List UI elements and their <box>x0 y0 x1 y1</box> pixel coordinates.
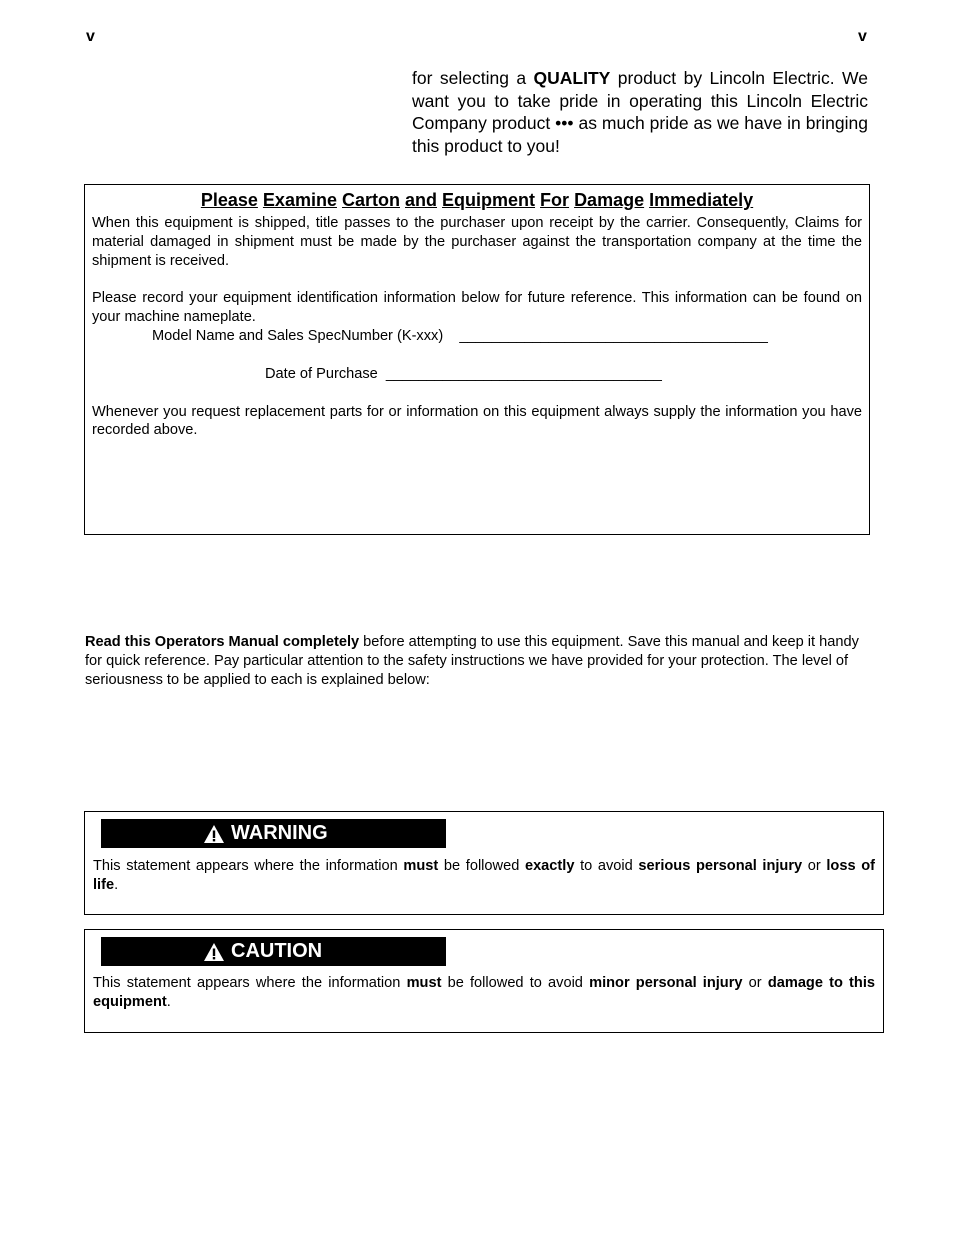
replacement-parts-paragraph: Whenever you request replacement parts for or information on this equipment always supply the information you have recorded above. <box>92 403 862 439</box>
caution-box <box>84 929 884 1033</box>
read-manual-text: before attempting to use this equipment. Save this manual and keep it handy for quick reference. Pay particular attention to the safety instructions we have provided for your protection. The level of seriousness to be applied to each is explained below: <box>85 634 859 688</box>
warning-bold-part: loss of life <box>93 858 875 893</box>
warning-text <box>93 857 875 895</box>
title-word: Damage <box>574 190 645 210</box>
title-word: Please <box>200 190 258 210</box>
title-word: Immediately <box>649 190 754 210</box>
caution-banner <box>101 937 446 966</box>
intro-text-rest: product by Lincoln Electric. We want you to take pride in operating this Lincoln Electric Company product ••• as much pride as we have in bringing this product to you! <box>412 68 868 156</box>
caution-triangle-icon <box>203 942 225 962</box>
warning-text-part: This statement appears where the information <box>93 858 404 874</box>
date-of-purchase-field: Date of Purchase __________________________________ <box>265 365 662 382</box>
shipping-claims-paragraph: When this equipment is shipped, title passes to the purchaser upon receipt by the carrier. Consequently, Claims for material damaged in shipment must be made by the purchaser against the transportation company at the time the shipment is received. <box>92 215 862 269</box>
intro-paragraph <box>412 67 868 157</box>
warning-box <box>84 811 884 915</box>
warning-bold-part: serious personal injury <box>638 858 803 874</box>
damage-inspection-box <box>84 184 870 535</box>
warning-bold-part: must <box>403 858 439 874</box>
record-info-paragraph: Please record your equipment identification information below for future reference. This information can be found on your machine nameplate. <box>92 290 862 326</box>
read-manual-emphasis: Read this Operators Manual completely <box>85 634 360 650</box>
title-word: Carton <box>341 190 400 210</box>
warning-bold-part: exactly <box>524 858 575 874</box>
caution-bold-part: must <box>406 975 442 991</box>
title-word: Equipment <box>442 190 536 210</box>
caution-text-part: . <box>166 993 171 1010</box>
warning-text-part: be followed <box>438 858 525 874</box>
caution-bold-part: minor personal injury <box>589 975 743 991</box>
caution-text <box>93 974 875 1012</box>
warning-text-part: . <box>114 876 119 893</box>
page-number-left: v <box>86 28 95 45</box>
caution-bold-part: damage to this equipment <box>93 975 876 1010</box>
caution-text-part: or <box>742 975 768 991</box>
model-name-field: Model Name and Sales SpecNumber (K-xxx) ______________________________________ <box>152 327 768 344</box>
warning-triangle-icon <box>203 824 225 844</box>
caution-text-part: be followed to avoid <box>441 975 590 991</box>
page-number-right: v <box>858 28 867 45</box>
damage-title <box>85 189 869 211</box>
warning-banner <box>101 819 446 848</box>
caution-text-part: This statement appears where the information <box>93 975 407 991</box>
title-word: For <box>540 190 570 210</box>
quality-emphasis: QUALITY <box>533 68 611 88</box>
caution-label: CAUTION <box>231 940 323 962</box>
intro-text: for selecting a <box>412 68 534 88</box>
title-word: Examine <box>262 190 337 210</box>
warning-label: WARNING <box>231 822 328 844</box>
warning-text-part: to avoid <box>574 858 639 874</box>
read-manual-paragraph <box>85 633 869 690</box>
warning-text-part: or <box>802 858 827 874</box>
title-word: and <box>405 190 438 210</box>
